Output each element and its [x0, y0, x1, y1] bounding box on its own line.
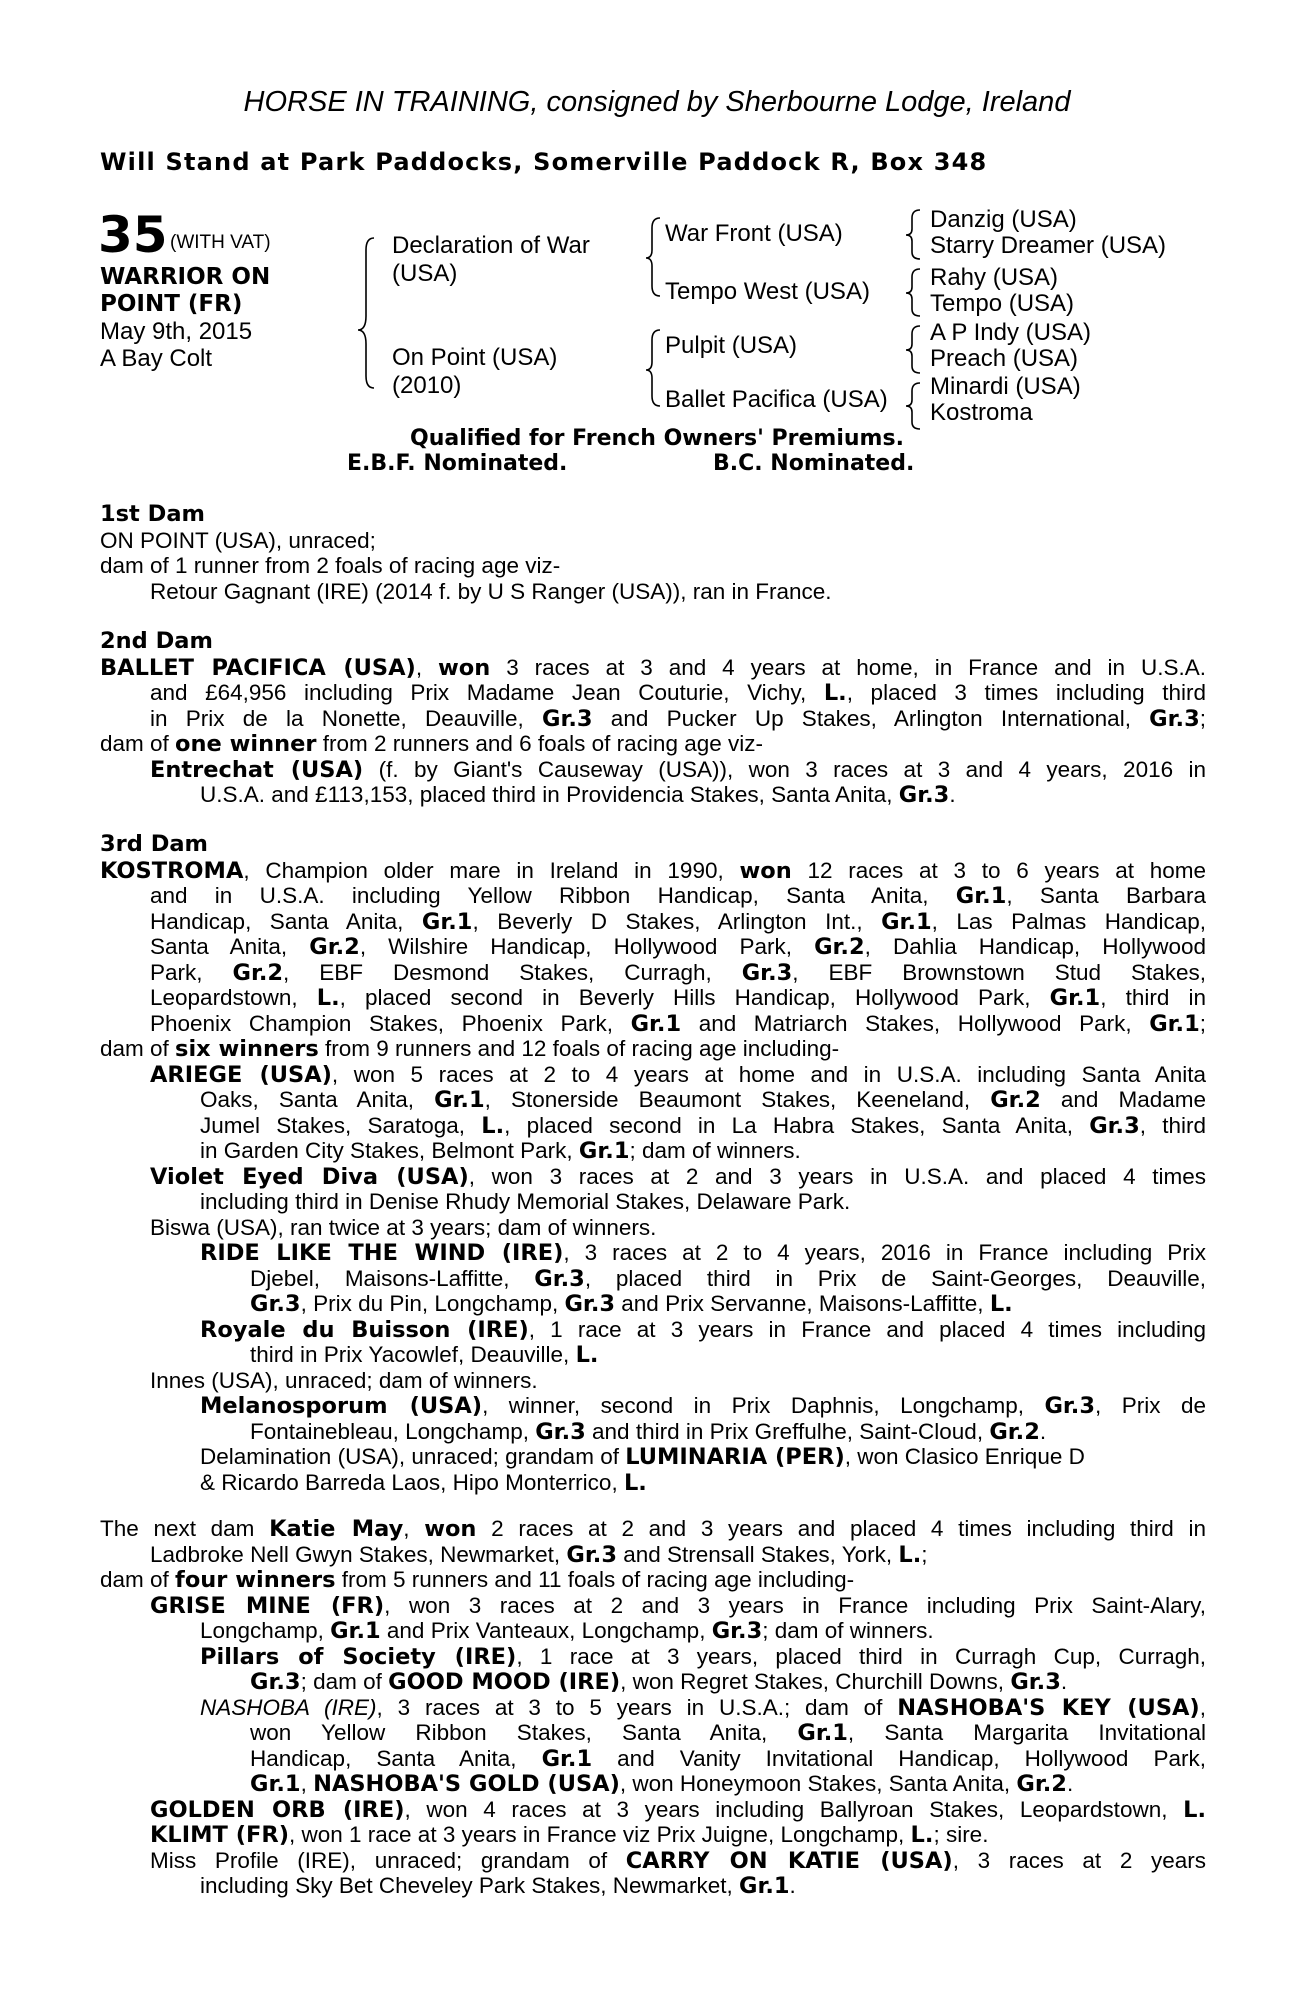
produce-line: U.S.A. and £113,153, placed third in Providencia Stakes, Santa Anita, Gr.3.: [200, 782, 956, 808]
produce-line: in Garden City Stakes, Belmont Park, Gr.1; dam of winners.: [200, 1138, 801, 1164]
section-heading: 1st Dam: [100, 501, 205, 527]
dam-line: dam of 1 runner from 2 foals of racing age viz-: [100, 553, 561, 578]
produce-line: NASHOBA (IRE), 3 races at 3 to 5 years in U.S.A.; dam of NASHOBA'S KEY (USA),: [200, 1694, 1206, 1720]
produce-line: Entrechat (USA) (f. by Giant's Causeway (USA)), won 3 races at 3 and 4 years, 2016 in: [150, 756, 1206, 782]
dam-sire: Pulpit (USA): [665, 332, 798, 359]
dam-line: dam of one winner from 2 runners and 6 foals of racing age viz-: [100, 731, 763, 757]
next-dam-section: [100, 1516, 1206, 1899]
produce-line: Fontainebleau, Longchamp, Gr.3 and third in Prix Greffulhe, Saint-Cloud, Gr.2.: [250, 1418, 1047, 1445]
vat-note: (WITH VAT): [170, 232, 271, 253]
produce-line: & Ricardo Barreda Laos, Hipo Monterrico, L.: [200, 1469, 647, 1496]
produce-line: RIDE LIKE THE WIND (IRE), 3 races at 2 to 4 years, 2016 in France including Prix: [200, 1240, 1206, 1266]
produce-line: won Yellow Ribbon Stakes, Santa Anita, Gr.1, Santa Margarita Invitational: [250, 1720, 1206, 1746]
sire-dam-dam: Tempo (USA): [930, 290, 1075, 317]
produce-line: Handicap, Santa Anita, Gr.1 and Vanity Invitational Handicap, Hollywood Park,: [250, 1745, 1206, 1771]
produce-line: GRISE MINE (FR), won 3 races at 2 and 3 years in France including Prix Saint-Alary,: [150, 1592, 1206, 1618]
dam-line: ON POINT (USA), unraced;: [100, 527, 376, 553]
sire-name: Declaration of War: [392, 232, 590, 259]
produce-line: including Sky Bet Cheveley Park Stakes, Newmarket, Gr.1.: [200, 1873, 796, 1899]
dam-line: KOSTROMA, Champion older mare in Ireland in 1990, won 12 races at 3 to 6 years at home: [100, 857, 1206, 883]
dam-line: Handicap, Santa Anita, Gr.1, Beverly D Stakes, Arlington Int., Gr.1, Las Palmas Handicap,: [150, 908, 1206, 934]
dam-line: and £64,956 including Prix Madame Jean Couturie, Vichy, L., placed 3 times including third: [150, 680, 1206, 706]
produce-line: Miss Profile (IRE), unraced; grandam of CARRY ON KATIE (USA), 3 races at 2 years: [150, 1847, 1206, 1873]
first-dam-section: [100, 502, 1206, 604]
dam-dam: Ballet Pacifica (USA): [665, 386, 888, 413]
dam-line: Leopardstown, L., placed second in Beverly Hills Handicap, Hollywood Park, Gr.1, third in: [150, 985, 1206, 1011]
produce-line: Gr.1, NASHOBA'S GOLD (USA), won Honeymoon Stakes, Santa Anita, Gr.2.: [250, 1771, 1074, 1797]
stand-location: Will Stand at Park Paddocks, Somerville Paddock R, Box 348: [100, 148, 988, 176]
sire-sire-sire: Danzig (USA): [930, 206, 1077, 233]
dam-dam-sire: Minardi (USA): [930, 373, 1081, 400]
section-heading: 2nd Dam: [100, 628, 213, 654]
sire-country: (USA): [392, 260, 458, 287]
dam-sire-sire: A P Indy (USA): [930, 319, 1091, 346]
dam-year: (2010): [392, 372, 462, 399]
sire-dam: Tempo West (USA): [665, 278, 870, 305]
dam-sire-dam: Preach (USA): [930, 345, 1079, 372]
produce-line: Gr.3, Prix du Pin, Longchamp, Gr.3 and Prix Servanne, Maisons-Laffitte, L.: [250, 1291, 1013, 1317]
produce-line: Royale du Buisson (IRE), 1 race at 3 years in France and placed 4 times including: [200, 1316, 1206, 1342]
produce-line: Violet Eyed Diva (USA), won 3 races at 2 and 3 years in U.S.A. and placed 4 times: [150, 1163, 1206, 1189]
bc-note: B.C. Nominated.: [713, 451, 915, 476]
foaling-date: May 9th, 2015: [100, 318, 253, 345]
dam-line: dam of four winners from 5 runners and 11 foals of racing age including-: [100, 1567, 855, 1593]
produce-line: Innes (USA), unraced; dam of winners.: [150, 1367, 538, 1393]
second-dam-section: [100, 629, 1206, 808]
sire-sire: War Front (USA): [665, 220, 843, 247]
horse-name-line1: WARRIOR ON: [100, 264, 271, 290]
produce-line: Delamination (USA), unraced; grandam of LUMINARIA (PER), won Clasico Enrique D: [200, 1444, 1085, 1470]
produce-line: including third in Denise Rhudy Memorial Stakes, Delaware Park.: [200, 1189, 851, 1214]
produce-line: Pillars of Society (IRE), 1 race at 3 years, placed third in Curragh Cup, Curragh,: [200, 1643, 1206, 1669]
dam-line: BALLET PACIFICA (USA), won 3 races at 3 and 4 years at home, in France and in U.S.A.: [100, 654, 1206, 680]
horse-name-line2: POINT (FR): [100, 291, 243, 317]
produce-line: Melanosporum (USA), winner, second in Prix Daphnis, Longchamp, Gr.3, Prix de: [200, 1393, 1206, 1419]
produce-line: Biswa (USA), ran twice at 3 years; dam of winners.: [150, 1214, 657, 1240]
page-title: HORSE IN TRAINING, consigned by Sherbourne Lodge, Ireland: [243, 86, 1071, 118]
section-heading: 3rd Dam: [100, 831, 208, 857]
lot-number: 35: [98, 206, 168, 264]
horse-description: A Bay Colt: [100, 345, 213, 372]
ebf-note: E.B.F. Nominated.: [347, 451, 568, 476]
produce-line: Gr.3; dam of GOOD MOOD (IRE), won Regret Stakes, Churchill Downs, Gr.3.: [250, 1669, 1068, 1695]
sire-sire-dam: Starry Dreamer (USA): [930, 232, 1167, 259]
produce-line: third in Prix Yacowlef, Deauville, L.: [250, 1342, 599, 1368]
produce-line: Retour Gagnant (IRE) (2014 f. by U S Ranger (USA)), ran in France.: [150, 578, 832, 604]
produce-line: Oaks, Santa Anita, Gr.1, Stonerside Beaumont Stakes, Keeneland, Gr.2 and Madame: [200, 1087, 1206, 1113]
dam-line: Park, Gr.2, EBF Desmond Stakes, Curragh, Gr.3, EBF Brownstown Stud Stakes,: [150, 959, 1206, 985]
third-dam-section: [100, 832, 1206, 1495]
premiums-note: Qualified for French Owners' Premiums.: [410, 426, 904, 451]
dam-line: and in U.S.A. including Yellow Ribbon Handicap, Santa Anita, Gr.1, Santa Barbara: [150, 883, 1206, 909]
dam-line: The next dam Katie May, won 2 races at 2 and 3 years and placed 4 times including third in: [100, 1516, 1206, 1542]
sire-dam-sire: Rahy (USA): [930, 264, 1059, 291]
produce-line: Jumel Stakes, Saratoga, L., placed second in La Habra Stakes, Santa Anita, Gr.3, third: [200, 1112, 1206, 1138]
produce-line: Djebel, Maisons-Laffitte, Gr.3, placed third in Prix de Saint-Georges, Deauville,: [250, 1265, 1206, 1291]
dam-line: Ladbroke Nell Gwyn Stakes, Newmarket, Gr.3 and Strensall Stakes, York, L.;: [150, 1541, 928, 1568]
dam-dam-dam: Kostroma: [930, 399, 1033, 426]
dam-line: Santa Anita, Gr.2, Wilshire Handicap, Hollywood Park, Gr.2, Dahlia Handicap, Hollywood: [150, 934, 1206, 960]
dam-line: in Prix de la Nonette, Deauville, Gr.3 and Pucker Up Stakes, Arlington International, Gr.3;: [150, 705, 1206, 731]
produce-line: Longchamp, Gr.1 and Prix Vanteaux, Longchamp, Gr.3; dam of winners.: [200, 1618, 934, 1644]
dam-name: On Point (USA): [392, 344, 558, 371]
produce-line: KLIMT (FR), won 1 race at 3 years in France viz Prix Juigne, Longchamp, L.; sire.: [150, 1822, 989, 1848]
dam-line: Phoenix Champion Stakes, Phoenix Park, Gr.1 and Matriarch Stakes, Hollywood Park, Gr.1;: [150, 1010, 1206, 1036]
dam-line: dam of six winners from 9 runners and 12 foals of racing age including-: [100, 1036, 840, 1062]
produce-line: ARIEGE (USA), won 5 races at 2 to 4 years at home and in U.S.A. including Santa Anita: [150, 1061, 1206, 1087]
produce-line: GOLDEN ORB (IRE), won 4 races at 3 years including Ballyroan Stakes, Leopardstown, L.: [150, 1796, 1206, 1822]
